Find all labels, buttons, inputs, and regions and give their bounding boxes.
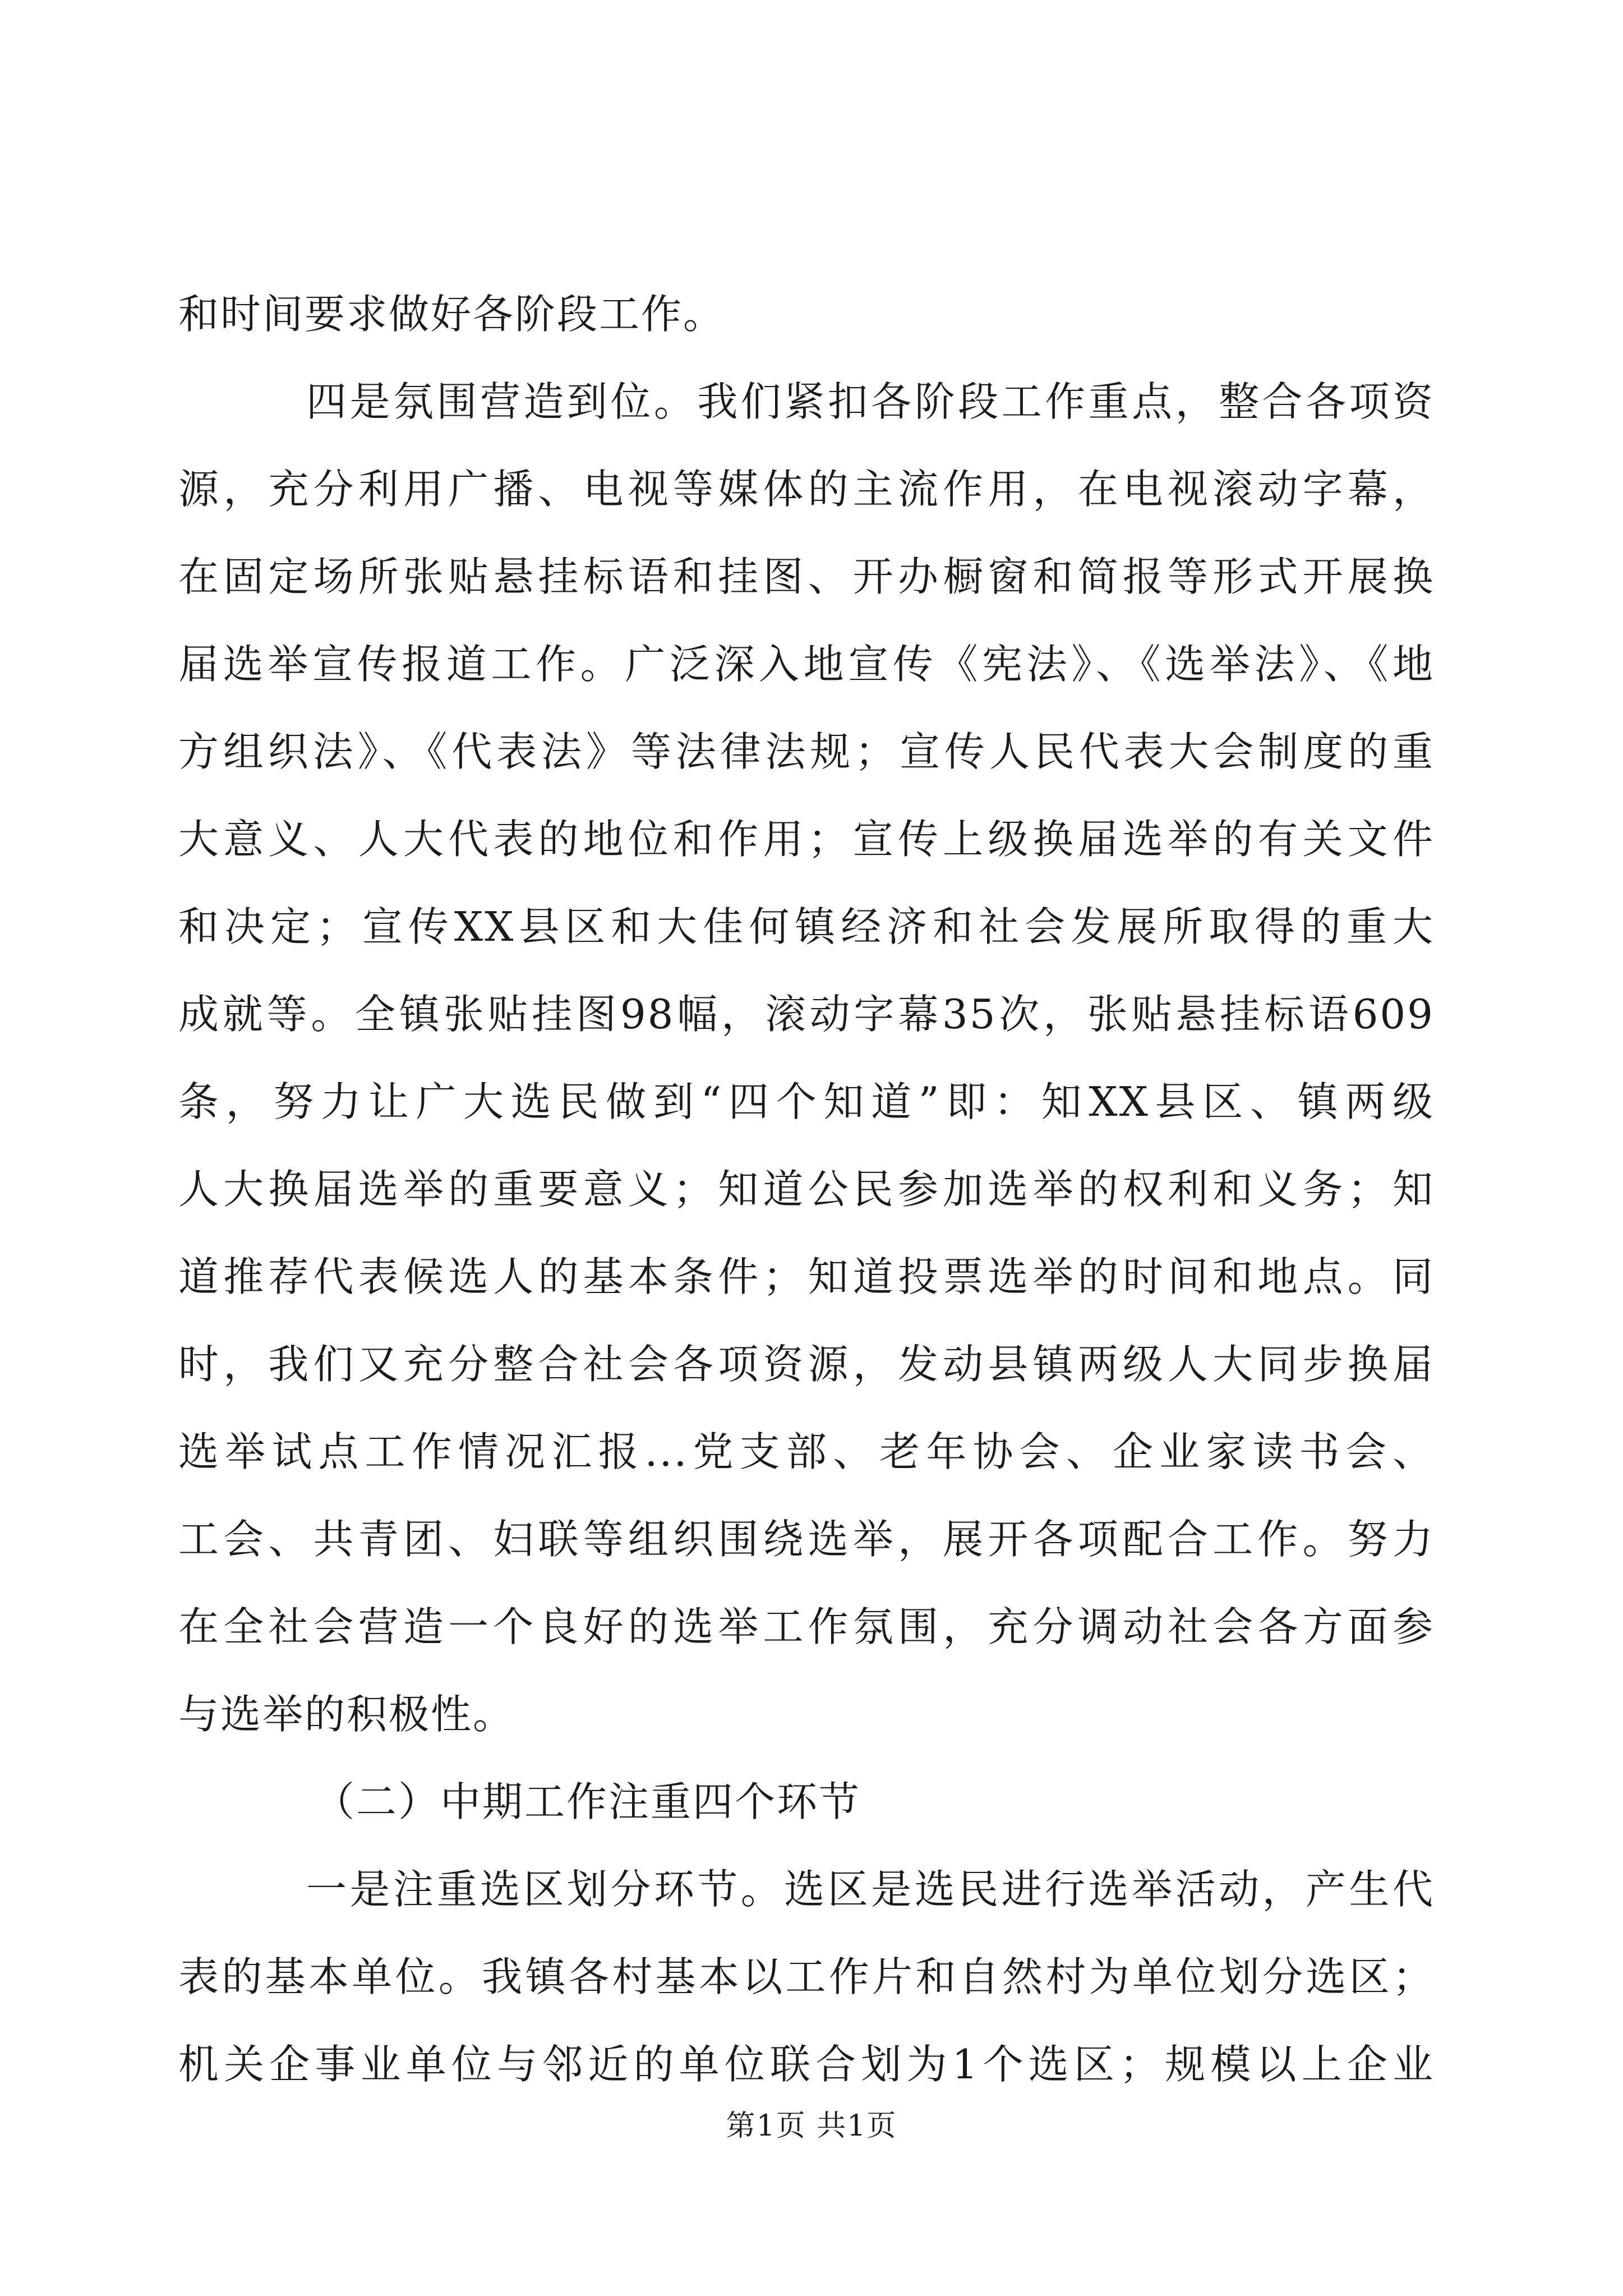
section-heading: （二）中期工作注重四个环节	[314, 1778, 861, 1825]
body-line-19: 一是注重选区划分环节。选区是选民进行选举活动，产生代	[306, 1866, 1435, 1913]
body-line-16: 在全社会营造一个良好的选举工作氛围，充分调动社会各方面参	[178, 1603, 1435, 1650]
body-line-4: 在固定场所张贴悬挂标语和挂图、开办橱窗和简报等形式开展换	[178, 553, 1435, 600]
body-line-11: 人大换届选举的重要意义；知道公民参加选举的权利和义务；知	[178, 1166, 1435, 1213]
body-line-1: 和时间要求做好各阶段工作。	[178, 291, 726, 338]
body-line-2: 四是氛围营造到位。我们紧扣各阶段工作重点，整合各项资	[306, 378, 1435, 425]
body-line-12: 道推荐代表候选人的基本条件；知道投票选举的时间和地点。同	[178, 1253, 1435, 1300]
body-line-3: 源，充分利用广播、电视等媒体的主流作用，在电视滚动字幕，	[178, 466, 1435, 513]
body-line-6: 方组织法》、《代表法》等法律法规；宣传人民代表大会制度的重	[178, 728, 1435, 775]
body-line-14: 选举试点工作情况汇报...党支部、老年协会、企业家读书会、	[178, 1428, 1435, 1475]
body-line-7: 大意义、人大代表的地位和作用；宣传上级换届选举的有关文件	[178, 816, 1435, 863]
body-line-9: 成就等。全镇张贴挂图98幅，滚动字幕35次，张贴悬挂标语609	[178, 991, 1435, 1038]
page-footer: 第1页 共1页	[726, 2109, 897, 2143]
body-line-8: 和决定；宣传XX县区和大佳何镇经济和社会发展所取得的重大	[178, 903, 1435, 950]
body-line-21: 机关企事业单位与邻近的单位联合划为1个选区；规模以上企业	[178, 2041, 1435, 2088]
body-line-17: 与选举的积极性。	[178, 1691, 515, 1738]
body-line-15: 工会、共青团、妇联等组织围绕选举，展开各项配合工作。努力	[178, 1516, 1435, 1563]
body-line-5: 届选举宣传报道工作。广泛深入地宣传《宪法》、《选举法》、《地	[178, 641, 1435, 688]
body-line-13: 时，我们又充分整合社会各项资源，发动县镇两级人大同步换届	[178, 1341, 1435, 1388]
body-line-20: 表的基本单位。我镇各村基本以工作片和自然村为单位划分选区；	[178, 1953, 1435, 2000]
body-line-10: 条，努力让广大选民做到“四个知道”即：知XX县区、镇两级	[178, 1078, 1435, 1125]
